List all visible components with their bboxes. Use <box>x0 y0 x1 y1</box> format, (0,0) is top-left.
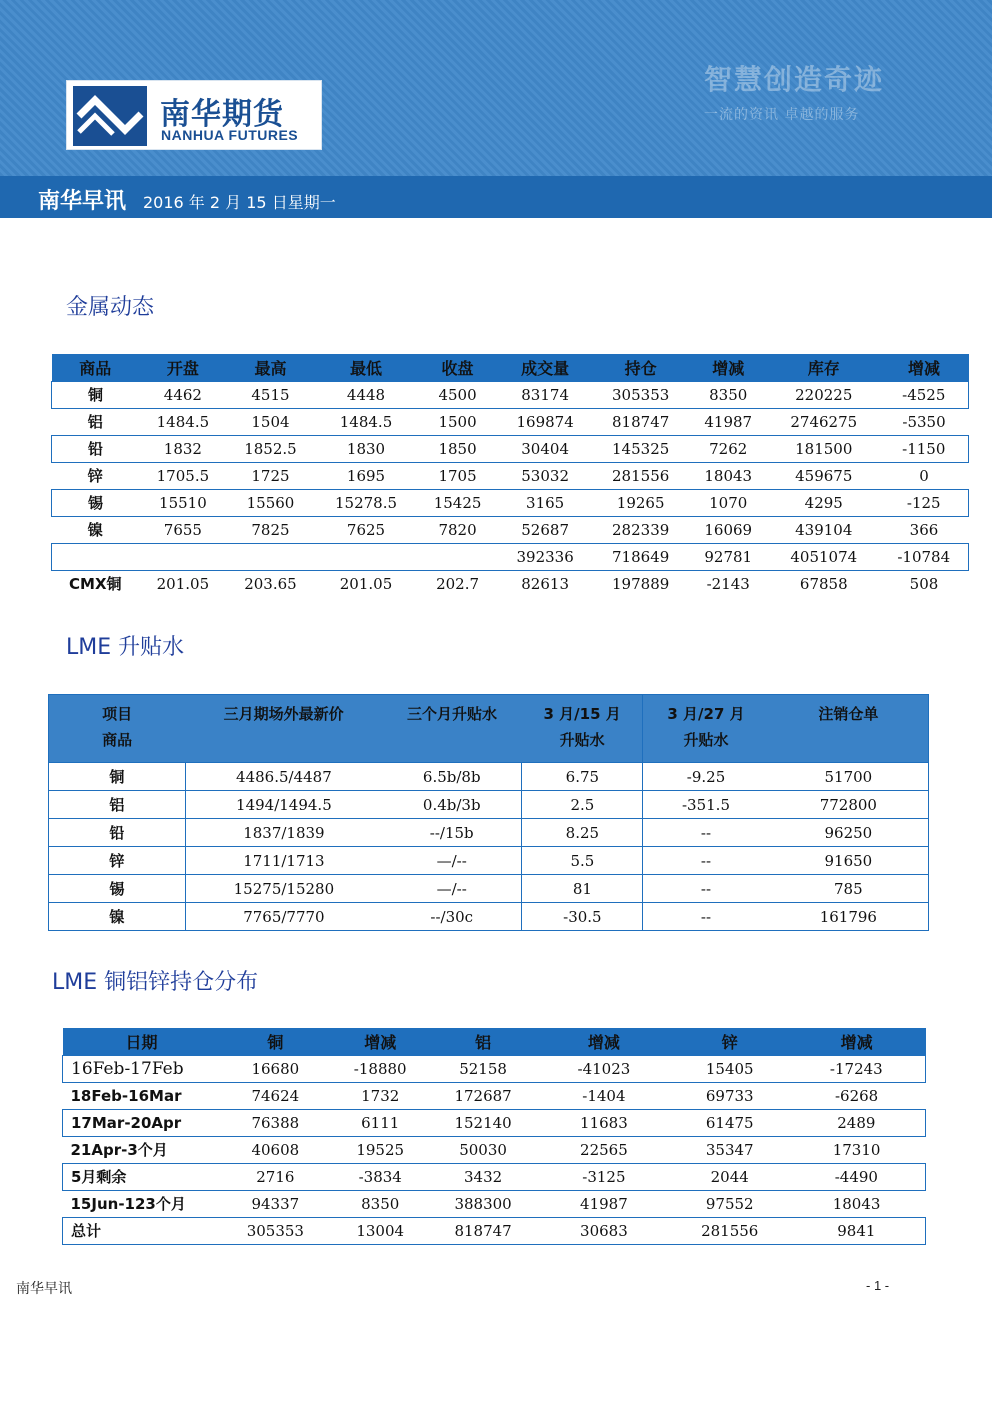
positions-table-row <box>63 1163 926 1190</box>
metals-value-cell: 53032 <box>521 466 569 485</box>
positions-value-cell: 1732 <box>330 1082 430 1109</box>
metal-name-cell: 镍 <box>49 903 186 931</box>
lme-premium-section-title: LME 升贴水 <box>66 635 185 660</box>
metals-value-cell: 4462 <box>139 381 227 408</box>
metals-value-cell: 15510 <box>139 489 227 516</box>
metals-table-row <box>52 381 969 408</box>
positions-value-cell: 3432 <box>430 1163 536 1190</box>
positions-value-cell: 50030 <box>430 1136 536 1163</box>
lme-premium-header-line: 升贴水 <box>683 731 729 749</box>
positions-value-cell: 11683 <box>536 1109 672 1136</box>
positions-table <box>62 1028 926 1245</box>
positions-value-cell: 35347 <box>672 1136 788 1163</box>
positions-table-row <box>63 1190 926 1217</box>
positions-value-cell: 97552 <box>672 1190 788 1217</box>
metal-name-cell <box>52 543 140 570</box>
positions-value-cell: 40608 <box>220 1136 330 1163</box>
lme-premium-value-cell: -- <box>643 847 769 875</box>
lme-premium-header-line: 三个月升贴水 <box>406 705 497 723</box>
positions-column-header: 增减 <box>330 1028 430 1055</box>
positions-value-cell: 2489 <box>788 1109 926 1136</box>
company-logo <box>66 80 322 150</box>
positions-value-cell: 17310 <box>788 1136 926 1163</box>
positions-column-header: 日期 <box>63 1028 221 1055</box>
metals-value-cell: 41987 <box>704 412 753 431</box>
metals-value-cell: 4448 <box>314 381 417 408</box>
footer-report-name: 南华早讯 <box>16 1281 72 1297</box>
positions-value-cell: 19525 <box>330 1136 430 1163</box>
metals-value-cell: 1725 <box>251 466 290 485</box>
metals-value-cell: 439104 <box>795 520 853 539</box>
lme-premium-value-cell: —/-- <box>382 847 522 875</box>
metals-table-row <box>52 516 969 543</box>
position-date-cell: 21Apr-3个月 <box>63 1136 221 1163</box>
positions-value-cell: -3834 <box>330 1163 430 1190</box>
metals-value-cell: 67858 <box>799 574 848 593</box>
metals-value-cell <box>139 543 227 570</box>
lme-premium-table-row <box>49 791 929 819</box>
metal-name-cell: 锌 <box>49 847 186 875</box>
metals-column-header: 最低 <box>314 354 417 381</box>
positions-column-header: 增减 <box>536 1028 672 1055</box>
positions-value-cell: 152140 <box>430 1109 536 1136</box>
metals-value-cell: 15560 <box>227 489 315 516</box>
positions-column-header: 铝 <box>430 1028 536 1055</box>
metals-value-cell: 15278.5 <box>314 489 417 516</box>
positions-table-row <box>63 1082 926 1109</box>
lme-premium-value-cell: 161796 <box>769 903 929 931</box>
lme-premium-header-line: 注销仓单 <box>818 705 879 723</box>
metals-column-header: 成交量 <box>497 354 593 381</box>
lme-premium-table <box>48 694 929 931</box>
metals-value-cell: 366 <box>909 520 939 539</box>
positions-value-cell: 818747 <box>430 1217 536 1244</box>
metals-value-cell: 202.7 <box>436 574 480 593</box>
positions-value-cell: 52158 <box>430 1055 536 1082</box>
lme-premium-header-line: 3 月/15 月 <box>543 705 621 723</box>
position-date-cell: 总计 <box>63 1217 221 1244</box>
metals-column-header: 开盘 <box>139 354 227 381</box>
positions-column-header: 增减 <box>788 1028 926 1055</box>
lme-premium-value-cell: -- <box>643 875 769 903</box>
metal-name-cell: 铜 <box>52 381 140 408</box>
position-date-cell: 16Feb-17Feb <box>63 1055 221 1082</box>
lme-premium-value-cell: 15275/15280 <box>185 875 382 903</box>
metals-value-cell: -5350 <box>902 412 946 431</box>
positions-value-cell: 76388 <box>220 1109 330 1136</box>
lme-premium-value-cell: -- <box>643 819 769 847</box>
lme-premium-column-header <box>49 695 186 763</box>
metals-value-cell: 1070 <box>688 489 768 516</box>
metals-table-row <box>52 489 969 516</box>
metals-value-cell: 52687 <box>521 520 569 539</box>
lme-premium-value-cell: 7765/7770 <box>185 903 382 931</box>
positions-section-title: LME 铜铝锌持仓分布 <box>52 970 259 995</box>
lme-premium-header-line: 商品 <box>102 731 133 749</box>
lme-premium-column-header <box>522 695 643 763</box>
lme-premium-value-cell: -9.25 <box>643 763 769 791</box>
metal-name-cell: 铅 <box>52 435 140 462</box>
metals-table-row <box>52 408 969 435</box>
metals-value-cell: 0 <box>919 466 929 485</box>
lme-premium-value-cell: -351.5 <box>643 791 769 819</box>
lme-premium-value-cell: 91650 <box>769 847 929 875</box>
lme-premium-value-cell: -30.5 <box>522 903 643 931</box>
lme-premium-value-cell: --/30c <box>382 903 522 931</box>
metals-header-row <box>52 354 969 381</box>
positions-column-header: 锌 <box>672 1028 788 1055</box>
metals-value-cell: 201.05 <box>339 574 393 593</box>
positions-value-cell: -18880 <box>330 1055 430 1082</box>
metals-value-cell: 3165 <box>497 489 593 516</box>
nanhua-logo-icon <box>73 86 147 146</box>
positions-value-cell: 18043 <box>788 1190 926 1217</box>
positions-value-cell: -17243 <box>788 1055 926 1082</box>
metals-table-row <box>52 462 969 489</box>
positions-value-cell: 22565 <box>536 1136 672 1163</box>
metal-name-cell: 铝 <box>49 791 186 819</box>
metals-value-cell: -1150 <box>880 435 969 462</box>
metals-value-cell: 1705 <box>438 466 477 485</box>
metals-value-cell: 281556 <box>612 466 670 485</box>
lme-premium-value-cell: --/15b <box>382 819 522 847</box>
lme-premium-value-cell: 4486.5/4487 <box>185 763 382 791</box>
metals-value-cell: 508 <box>909 574 939 593</box>
metals-value-cell: 15425 <box>418 489 498 516</box>
lme-premium-value-cell: 51700 <box>769 763 929 791</box>
report-title-bar <box>0 176 992 218</box>
positions-value-cell: -6268 <box>788 1082 926 1109</box>
logo-english-name: NANHUA FUTURES <box>161 127 299 143</box>
position-date-cell: 15Jun-123个月 <box>63 1190 221 1217</box>
metal-name-cell: 锌 <box>87 467 103 485</box>
metals-value-cell: 169874 <box>516 412 574 431</box>
metals-value-cell: 82613 <box>521 574 569 593</box>
lme-premium-value-cell: 0.4b/3b <box>382 791 522 819</box>
positions-value-cell: -41023 <box>536 1055 672 1082</box>
position-date-cell: 5月剩余 <box>63 1163 221 1190</box>
positions-value-cell: 281556 <box>672 1217 788 1244</box>
metal-name-cell: 铅 <box>49 819 186 847</box>
positions-value-cell: 388300 <box>430 1190 536 1217</box>
lme-premium-table-row <box>49 763 929 791</box>
metals-column-header: 商品 <box>52 354 140 381</box>
position-date-cell: 18Feb-16Mar <box>63 1082 221 1109</box>
metals-value-cell: 30404 <box>497 435 593 462</box>
metal-name-cell: 铜 <box>49 763 186 791</box>
metals-value-cell: 459675 <box>795 466 853 485</box>
metals-column-header: 增减 <box>880 354 969 381</box>
metals-value-cell: -10784 <box>880 543 969 570</box>
lme-premium-column-header <box>185 695 382 763</box>
metals-value-cell: 818747 <box>612 412 670 431</box>
metals-column-header: 增减 <box>688 354 768 381</box>
metals-value-cell <box>418 543 498 570</box>
metals-value-cell: 19265 <box>593 489 689 516</box>
metals-value-cell: 201.05 <box>156 574 210 593</box>
metals-value-cell: 7825 <box>251 520 290 539</box>
report-date: 2016 年 2 月 15 日星期一 <box>143 193 336 212</box>
metals-value-cell: 197889 <box>612 574 670 593</box>
metal-name-cell: 锡 <box>52 489 140 516</box>
lme-premium-value-cell: 6.5b/8b <box>382 763 522 791</box>
metals-section-title: 金属动态 <box>66 295 155 320</box>
lme-premium-table-row <box>49 875 929 903</box>
positions-value-cell: 30683 <box>536 1217 672 1244</box>
positions-value-cell: -4490 <box>788 1163 926 1190</box>
metals-value-cell: 4515 <box>227 381 315 408</box>
metals-value-cell: 1695 <box>346 466 386 485</box>
metals-value-cell: 392336 <box>497 543 593 570</box>
metals-value-cell <box>227 543 315 570</box>
metals-value-cell: 1832 <box>139 435 227 462</box>
metals-value-cell: 1830 <box>314 435 417 462</box>
report-name: 南华早讯 <box>38 189 127 214</box>
lme-premium-value-cell: 96250 <box>769 819 929 847</box>
positions-table-row <box>63 1217 926 1244</box>
lme-premium-value-cell: 1711/1713 <box>185 847 382 875</box>
positions-value-cell: 305353 <box>220 1217 330 1244</box>
positions-table-row <box>63 1055 926 1082</box>
positions-value-cell: 172687 <box>430 1082 536 1109</box>
positions-value-cell: 2044 <box>672 1163 788 1190</box>
lme-premium-header-line: 升贴水 <box>559 731 605 749</box>
metals-value-cell: 7655 <box>163 520 202 539</box>
positions-header-row <box>63 1028 926 1055</box>
metal-name-cell: CMX铜 <box>69 575 122 594</box>
metals-value-cell: 305353 <box>593 381 689 408</box>
positions-value-cell: 61475 <box>672 1109 788 1136</box>
metals-table-row <box>52 570 969 597</box>
lme-premium-column-header <box>643 695 769 763</box>
metals-value-cell: 7820 <box>438 520 477 539</box>
metals-value-cell: 145325 <box>593 435 689 462</box>
lme-premium-table-row <box>49 819 929 847</box>
positions-value-cell: 13004 <box>330 1217 430 1244</box>
positions-value-cell: -1404 <box>536 1082 672 1109</box>
metals-value-cell: 1850 <box>418 435 498 462</box>
metal-name-cell: 镍 <box>87 521 103 539</box>
metals-value-cell: 1484.5 <box>156 412 210 431</box>
lme-premium-value-cell: 772800 <box>769 791 929 819</box>
positions-table-row <box>63 1136 926 1163</box>
lme-premium-header-line: 三月期场外最新价 <box>223 705 344 723</box>
lme-premium-value-cell: 785 <box>769 875 929 903</box>
metals-value-cell: 7625 <box>346 520 386 539</box>
positions-value-cell: 15405 <box>672 1055 788 1082</box>
metals-value-cell: 4051074 <box>768 543 879 570</box>
lme-premium-value-cell: 5.5 <box>522 847 643 875</box>
metals-value-cell: 2746275 <box>790 412 858 431</box>
lme-premium-value-cell: 8.25 <box>522 819 643 847</box>
lme-premium-value-cell: 81 <box>522 875 643 903</box>
lme-premium-header-row <box>49 695 929 763</box>
metals-value-cell: 83174 <box>497 381 593 408</box>
positions-table-row <box>63 1109 926 1136</box>
metals-value-cell: -4525 <box>880 381 969 408</box>
position-date-cell: 17Mar-20Apr <box>63 1109 221 1136</box>
positions-value-cell: 41987 <box>536 1190 672 1217</box>
metals-value-cell: 1705.5 <box>156 466 210 485</box>
metals-value-cell: 203.65 <box>244 574 297 593</box>
metals-value-cell: 16069 <box>704 520 753 539</box>
positions-value-cell: 74624 <box>220 1082 330 1109</box>
metal-name-cell: 锡 <box>49 875 186 903</box>
metals-value-cell: 1852.5 <box>227 435 315 462</box>
metals-value-cell: 1484.5 <box>339 412 393 431</box>
lme-premium-table-row <box>49 903 929 931</box>
positions-value-cell: 6111 <box>330 1109 430 1136</box>
metals-value-cell: 4500 <box>418 381 498 408</box>
lme-premium-table-row <box>49 847 929 875</box>
metals-value-cell: 220225 <box>768 381 879 408</box>
metals-table <box>51 354 969 597</box>
metals-value-cell: 92781 <box>688 543 768 570</box>
lme-premium-header-line: 项目 <box>102 705 133 723</box>
positions-value-cell: 69733 <box>672 1082 788 1109</box>
lme-premium-value-cell: —/-- <box>382 875 522 903</box>
metals-column-header: 最高 <box>227 354 315 381</box>
lme-premium-value-cell: -- <box>643 903 769 931</box>
metal-name-cell: 铝 <box>87 413 103 431</box>
metals-column-header: 库存 <box>768 354 879 381</box>
positions-value-cell: 8350 <box>330 1190 430 1217</box>
lme-premium-column-header <box>769 695 929 763</box>
header-banner <box>0 0 992 176</box>
metals-value-cell: -2143 <box>706 574 750 593</box>
logo-chinese-name: 南华期货 <box>160 97 284 132</box>
metals-value-cell: 718649 <box>593 543 689 570</box>
lme-premium-value-cell: 1837/1839 <box>185 819 382 847</box>
lme-premium-value-cell: 2.5 <box>522 791 643 819</box>
metals-value-cell: 181500 <box>768 435 879 462</box>
positions-column-header: 铜 <box>220 1028 330 1055</box>
positions-value-cell: -3125 <box>536 1163 672 1190</box>
page-number: - 1 - <box>866 1278 890 1293</box>
metals-value-cell: 8350 <box>688 381 768 408</box>
metals-column-header: 持仓 <box>593 354 689 381</box>
metals-value-cell: 7262 <box>688 435 768 462</box>
metals-table-row <box>52 435 969 462</box>
metals-value-cell: 18043 <box>704 466 753 485</box>
lme-premium-value-cell: 6.75 <box>522 763 643 791</box>
metals-value-cell: 4295 <box>768 489 879 516</box>
lme-premium-header-line: 3 月/27 月 <box>667 705 745 723</box>
slogan-sub: 一流的资讯 卓越的服务 <box>704 107 860 123</box>
metals-table-row <box>52 543 969 570</box>
lme-premium-column-header <box>382 695 522 763</box>
metals-value-cell: -125 <box>880 489 969 516</box>
positions-value-cell: 9841 <box>788 1217 926 1244</box>
metals-value-cell: 1504 <box>251 412 290 431</box>
positions-value-cell: 94337 <box>220 1190 330 1217</box>
slogan-main: 智慧创造奇迹 <box>704 63 885 96</box>
lme-premium-value-cell: 1494/1494.5 <box>185 791 382 819</box>
metals-value-cell <box>314 543 417 570</box>
metals-value-cell: 282339 <box>612 520 670 539</box>
metals-value-cell: 1500 <box>438 412 477 431</box>
positions-value-cell: 16680 <box>220 1055 330 1082</box>
metals-column-header: 收盘 <box>418 354 498 381</box>
positions-value-cell: 2716 <box>220 1163 330 1190</box>
